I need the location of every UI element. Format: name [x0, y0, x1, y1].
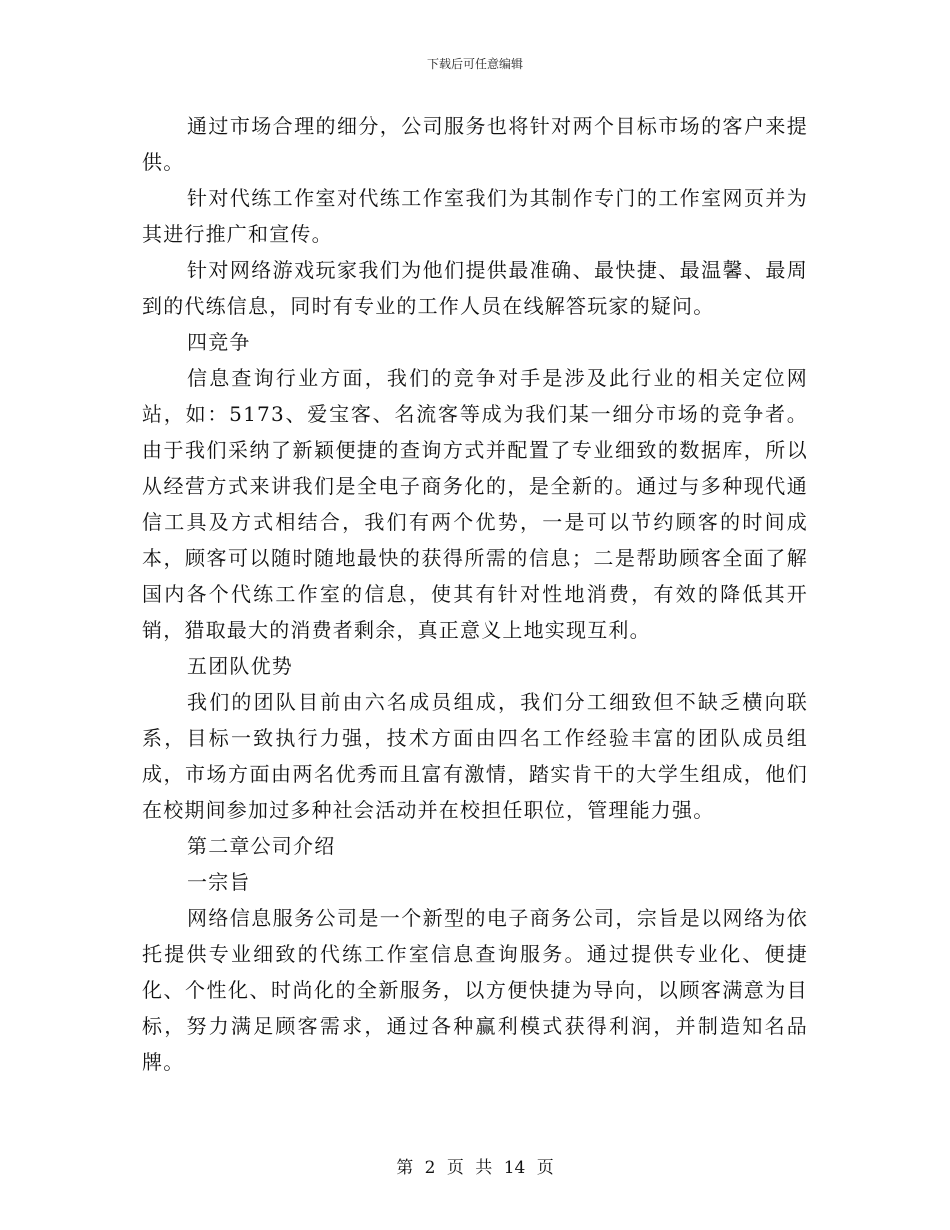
paragraph-market-segmentation: 通过市场合理的细分，公司服务也将针对两个目标市场的客户来提供。	[142, 114, 808, 174]
paragraph-team: 我们的团队目前由六名成员组成，我们分工细致但不缺乏横向联系，目标一致执行力强，技术方面由四名工作经验丰富的团队成员组成，市场方面由两名优秀而且富有激情，踏实肯干的大学生组成，他们在校期间参加过多种社会活动并在校担任职位，管理能力强。	[142, 690, 808, 822]
paragraph-competition: 信息查询行业方面，我们的竞争对手是涉及此行业的相关定位网站，如：5173、爱宝客、名流客等成为我们某一细分市场的竞争者。由于我们采纳了新颖便捷的查询方式并配置了专业细致的数据库，所以从经营方式来讲我们是全电子商务化的，是全新的。通过与多种现代通信工具及方式相结合，我们有两个优势，一是可以节约顾客的时间成本，顾客可以随时随地最快的获得所需的信息；二是帮助顾客全面了解国内各个代练工作室的信息，使其有针对性地消费，有效的降低其开销，猎取最大的消费者剩余，真正意义上地实现互利。	[142, 366, 808, 642]
page-footer: 第 2 页 共 14 页	[396, 1158, 554, 1178]
section-heading-mission: 一宗旨	[187, 870, 251, 894]
section-heading-competition: 四竞争	[187, 330, 251, 354]
paragraph-mission: 网络信息服务公司是一个新型的电子商务公司，宗旨是以网络为依托提供专业细致的代练工作室信息查询服务。通过提供专业化、便捷化、个性化、时尚化的全新服务，以方便快捷为导向，以顾客满意为目标，努力满足顾客需求，通过各种赢利模式获得利润，并制造知名品牌。	[142, 906, 808, 1074]
chapter-heading-company-intro: 第二章公司介绍	[187, 834, 336, 858]
page-header: 下载后可任意编辑	[426, 57, 523, 71]
document-body	[142, 108, 808, 1080]
section-heading-team-advantage: 五团队优势	[187, 654, 293, 678]
paragraph-player-targeting: 针对网络游戏玩家我们为他们提供最准确、最快捷、最温馨、最周到的代练信息，同时有专业的工作人员在线解答玩家的疑问。	[142, 258, 808, 318]
paragraph-studio-targeting: 针对代练工作室对代练工作室我们为其制作专门的工作室网页并为其进行推广和宣传。	[142, 186, 808, 246]
